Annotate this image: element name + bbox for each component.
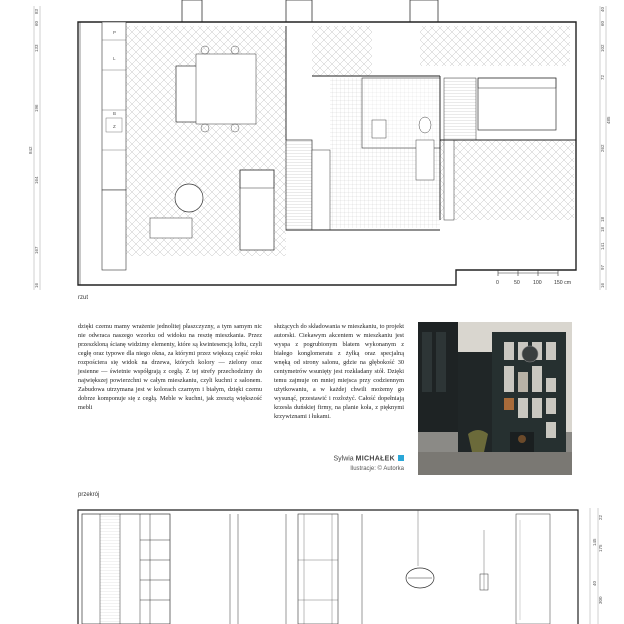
- room-letter-p: P: [113, 30, 117, 35]
- right-dim-6: 18: [600, 216, 605, 222]
- scale-bar: [496, 270, 571, 286]
- section-drawing: [0, 502, 624, 624]
- right-dim-8: 141: [600, 242, 605, 250]
- author-byline: [300, 455, 404, 463]
- scale-label-150: 150 cm: [554, 280, 572, 286]
- left-dim-5: 164: [34, 176, 39, 184]
- article-col2-text: służących do składowania w mieszkaniu, to projekt autorski. Ciekawym akcentem w mieszkaniu jest wyspa z pogrubionym blatem wykonanym z białego konglomeratu z żyłką oraz specjalną wnęką od strony salonu, gdzie na głębokość 30 centymetrów wsunięty jest rozkładany stół. Dzięki temu zajmuje on mniej miejsca przy codziennym użytkowaniu, a w każdej chwili możemy go wysunąć, przestawić i rozłożyć. Całość dopełniają krzesła duńskiej firmy, na planie koła, z pięknymi krzywiznami i łukami.: [274, 323, 404, 420]
- scale-label-0: 0: [496, 280, 499, 286]
- right-dim-2: 60: [600, 20, 605, 26]
- accent-square-icon: [398, 455, 404, 461]
- right-dim-5: 262: [600, 144, 605, 152]
- author-last-name: MICHAŁEK: [355, 455, 395, 463]
- scale-label-50: 50: [514, 280, 520, 286]
- right-dim-10: 16: [600, 282, 605, 288]
- left-dim-3: 133: [34, 44, 39, 52]
- right-dim-3: 102: [600, 44, 605, 52]
- section-dim-1: 22: [598, 514, 603, 520]
- scale-label-100: 100: [533, 280, 542, 286]
- interior-render-photo: [418, 322, 572, 475]
- left-dim-2: 60: [34, 20, 39, 26]
- room-letter-b: B: [113, 111, 117, 116]
- left-dim-6: 167: [34, 246, 39, 254]
- room-letter-z: Z: [113, 124, 116, 129]
- right-dim-4: 72: [600, 74, 605, 80]
- right-dim-total: 485: [606, 116, 611, 124]
- right-dim-7: 18: [600, 226, 605, 232]
- illustrations-credit: Ilustracje: © Autorka: [350, 466, 404, 472]
- right-dim-9: 97: [600, 264, 605, 270]
- article-column-1: [78, 322, 262, 412]
- section-dim-4: 40: [592, 580, 597, 586]
- left-dim-total: 842: [28, 146, 33, 154]
- left-dim-4: 196: [34, 104, 39, 112]
- floor-plan: [0, 0, 624, 300]
- right-dim-1: 40: [600, 6, 605, 12]
- room-letter-l: L: [113, 56, 116, 61]
- plan-caption: rzut: [78, 295, 89, 301]
- article-col1-text: dzięki czemu mamy wrażenie jednolitej płaszczyzny, a tym samym nic nie odwraca naszego wzorku od widoku na resztę mieszkania. Przez przeszkloną ścianę widzimy elementy, które są kwintesencją loftu, czyli cegłę oraz typowe dla niego okna, za którymi przez większą część roku rozpościera się widok na drzewa, których kolory — zielony oraz jesienne — świetnie współgrają z cegłą. Z tej strefy przechodzimy do największej powierzchni w całym mieszkaniu, czyli kuchni z salonem. Zabudowa utrzymana jest w kolorach czarnym i białym, dzięki czemu dobrze komponuje się z cegłą. Meble w kuchni, jak zresztą większość mebli: [78, 323, 262, 411]
- left-dim-1: 83: [34, 8, 39, 14]
- section-dim-3: 175: [598, 544, 603, 552]
- section-dim-2: 145: [592, 538, 597, 546]
- section-dim-5: 300: [598, 596, 603, 604]
- article-column-2: [274, 322, 404, 421]
- section-caption: przekrój: [78, 492, 100, 498]
- author-first-name: Sylwia: [333, 455, 354, 463]
- left-dim-7: 16: [34, 282, 39, 288]
